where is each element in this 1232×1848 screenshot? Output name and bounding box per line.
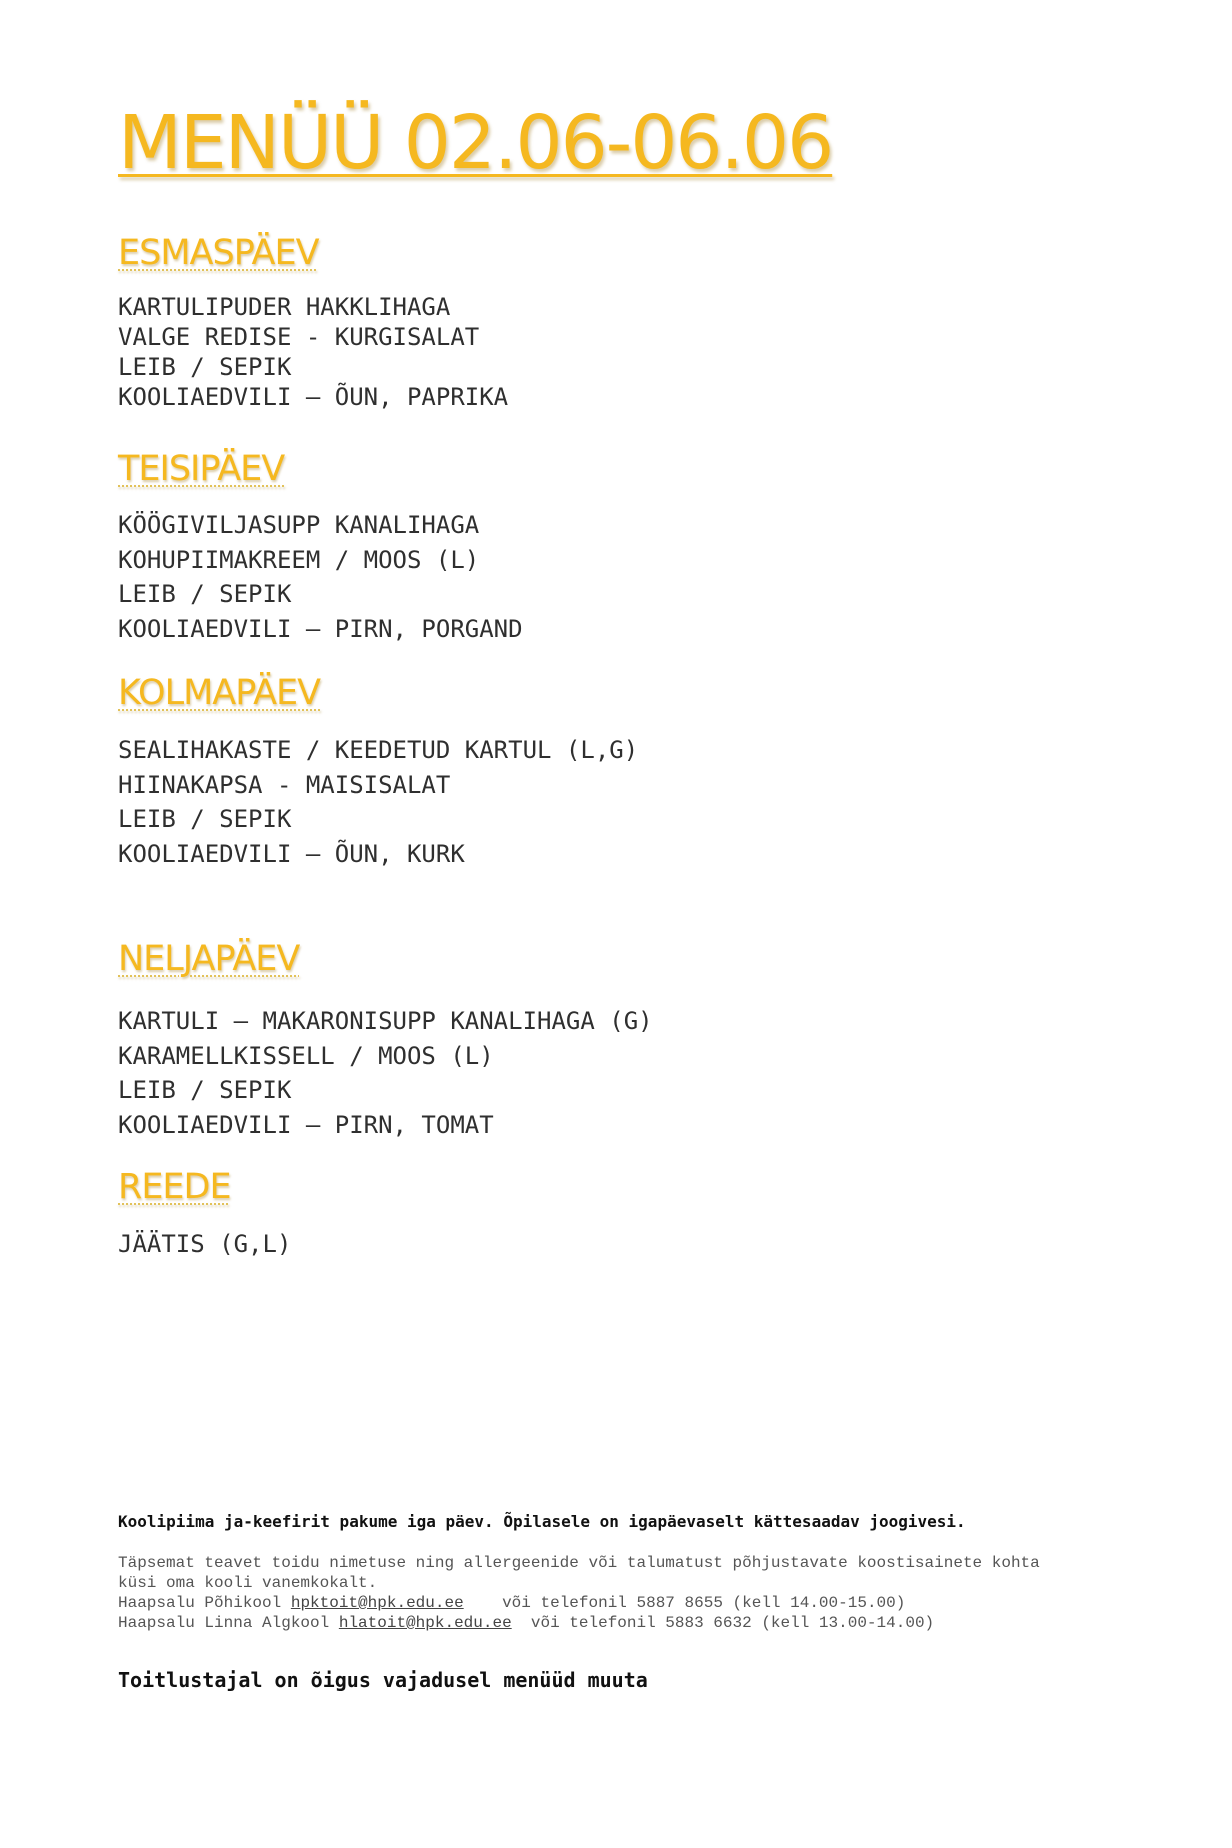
milk-notice: Koolipiima ja-keefirit pakume iga päev. Õpilasele on igapäevaselt kättesaadav joogivesi. <box>118 1512 966 1531</box>
school-name: Haapsalu Linna Algkool <box>118 1614 330 1632</box>
menu-title: MENÜÜ 02.06-06.06 <box>118 100 833 186</box>
dish-item: LEIB / SEPIK <box>118 580 292 608</box>
day-heading-wednesday: KOLMAPÄEV <box>118 673 321 713</box>
phone-text: või telefonil 5887 8655 (kell 14.00-15.00) <box>502 1594 906 1612</box>
contact-row-algkool <box>118 1613 1040 1633</box>
dish-item: LEIB / SEPIK <box>118 353 292 381</box>
day-heading-friday: REEDE <box>118 1167 231 1207</box>
dish-item: KOOLIAEDVILI – PIRN, TOMAT <box>118 1110 494 1139</box>
dish-item: KARAMELLKISSELL / MOOS (L) <box>118 1041 494 1070</box>
dish-list-friday <box>118 1227 291 1262</box>
dish-item: KOOLIAEDVILI – ÕUN, PAPRIKA <box>118 383 509 411</box>
day-heading-monday: ESMASPÄEV <box>118 233 319 273</box>
day-heading-tuesday: TEISIPÄEV <box>118 449 285 489</box>
dish-list-thursday <box>118 1004 653 1142</box>
dish-item: SEALIHAKASTE / KEEDETUD KARTUL (L,G) <box>118 736 639 764</box>
dish-list-tuesday <box>118 508 523 646</box>
dish-item: KOOLIAEDVILI – PIRN, PORGAND <box>118 614 523 643</box>
closing-notice: Toitlustajal on õigus vajadusel menüüd muuta <box>118 1668 648 1692</box>
dish-list-wednesday <box>118 733 638 871</box>
day-heading-thursday: NELJAPÄEV <box>118 939 300 979</box>
dish-item: KARTULI – MAKARONISUPP KANALIHAGA (G) <box>118 1007 653 1035</box>
dish-item: JÄÄTIS (G,L) <box>118 1230 292 1258</box>
email-link[interactable]: hpktoit@hpk.edu.ee <box>290 1594 464 1612</box>
dish-item: LEIB / SEPIK <box>118 805 292 833</box>
contact-row-pohikool <box>118 1593 1040 1613</box>
dish-item: HIINAKAPSA - MAISISALAT <box>118 770 451 799</box>
dish-list-monday <box>118 292 508 412</box>
dish-item: VALGE REDISE - KURGISALAT <box>118 323 480 351</box>
school-name: Haapsalu Põhikool <box>118 1594 282 1612</box>
dish-item: KARTULIPUDER HAKKLIHAGA <box>118 293 451 321</box>
dish-item: KOOLIAEDVILI – ÕUN, KURK <box>118 839 465 868</box>
dish-item: KOHUPIIMAKREEM / MOOS (L) <box>118 545 480 574</box>
info-line: küsi oma kooli vanemkokalt. <box>118 1574 378 1592</box>
dish-item: KÖÖGIVILJASUPP KANALIHAGA <box>118 511 480 539</box>
phone-text: või telefonil 5883 6632 (kell 13.00-14.00) <box>530 1614 935 1632</box>
dish-item: LEIB / SEPIK <box>118 1076 292 1104</box>
allergen-info <box>118 1553 1040 1633</box>
email-link[interactable]: hlatoit@hpk.edu.ee <box>338 1614 512 1632</box>
info-line: Täpsemat teavet toidu nimetuse ning allergeenide või talumatust põhjustavate koostisainete kohta <box>118 1554 1040 1572</box>
